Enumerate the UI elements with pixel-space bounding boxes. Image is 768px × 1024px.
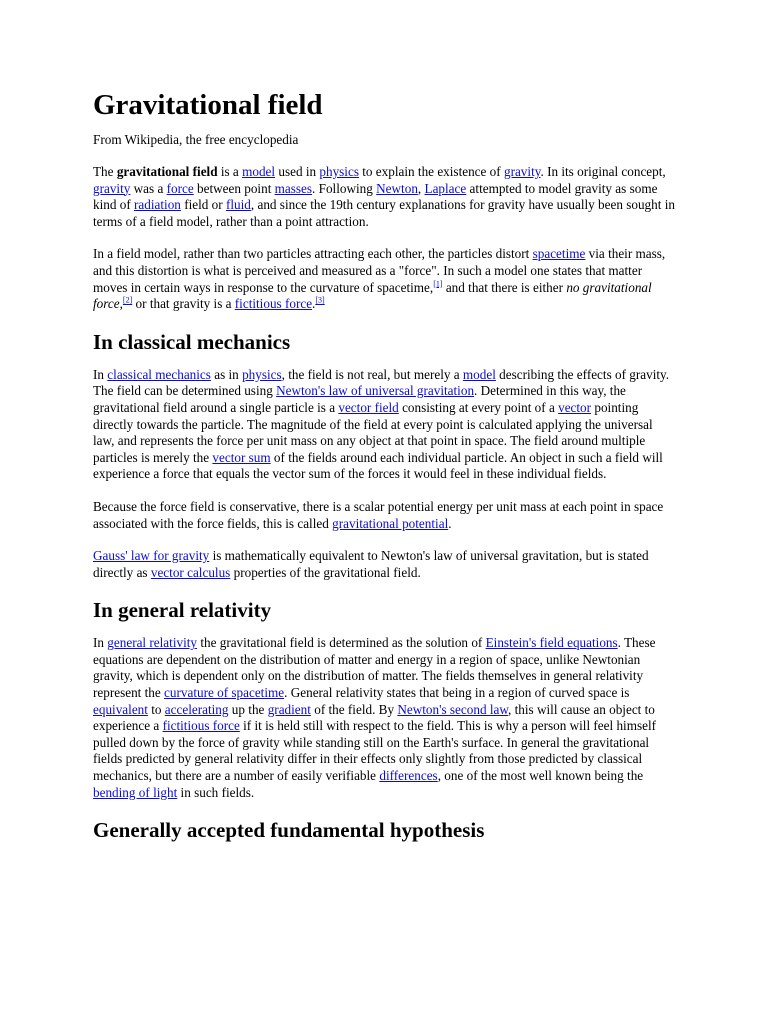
section-heading-general-relativity: In general relativity [93, 598, 272, 623]
tagline: From Wikipedia, the free encyclopedia [93, 132, 299, 147]
link-gravitational-potential[interactable]: gravitational potential [332, 515, 449, 531]
link-vector[interactable]: vector [558, 399, 592, 415]
relativity-paragraph-1: In general relativity the gravitational field is determined as the solution of Einstein's field equations. These equations are dependent on the distribution of matter and energy in a region of space, unlike Newtonian gravity, which is dependent only on the distribution of matter. The fields themselves in general relativity represent the curvature of spacetime. General relativity states that being in a region of curved space is equivalent to accelerating up the gradient of the field. By Newton's second law, this will cause an object to experience a fictitious force if it is held still with respect to the field. This is why a person will feel himself pulled down by the force of gravity while standing still on the Earth's surface. In general the gravitational fields predicted by general relativity differ in their effects only slightly from those predicted by classical mechanics, but there are a number of easily verifiable differences, one of the most well known being the bending of light in such fields. [93, 635, 657, 800]
link-physics[interactable]: physics [242, 366, 282, 382]
link-physics[interactable]: physics [319, 164, 359, 179]
link-gravity[interactable]: gravity [503, 164, 541, 179]
link-force[interactable]: force [166, 180, 194, 196]
classical-paragraph-3: Gauss' law for gravity is mathematically equivalent to Newton's law of universal gravitation, but is stated directly as vector calculus properties of the gravitational field. [93, 548, 649, 580]
link-einsteins-field-equations[interactable]: Einstein's field equations [485, 635, 618, 651]
intro-paragraph-2: In a field model, rather than two particles attracting each other, the particles distort spacetime via their mass, and this distortion is what is perceived and measured as a "force". In such a model one states that matter moves in certain ways in response to the curvature of spacetime,[1] and that there is either no gravitational force,[2] or that gravity is a fictitious force.[3] [93, 246, 666, 312]
link-model[interactable]: model [242, 164, 276, 179]
citation-2[interactable]: [2] [122, 295, 133, 305]
link-newtons-law-of-universal-gravitation[interactable]: Newton's law of universal gravitation [276, 383, 475, 399]
term-gravitational-field: gravitational field [116, 164, 218, 179]
link-spacetime[interactable]: spacetime [532, 246, 586, 262]
section-heading-generally-accepted-fundamental-hypothesis: Generally accepted fundamental hypothesis [93, 818, 485, 843]
link-general-relativity[interactable]: general relativity [107, 635, 198, 651]
link-laplace[interactable]: Laplace [424, 180, 467, 196]
classical-paragraph-1: In classical mechanics as in physics, the field is not real, but merely a model describing the effects of gravity. The field can be determined using Newton's law of universal gravitation. Determined in this way, the gravitational field around a single particle is a vector field consisting at every point of a vector pointing directly towards the particle. The magnitude of the field at every point is calculated applying the universal law, and represents the force per unit mass on any object at that point in space. The field around multiple particles is merely the vector sum of the fields around each individual particle. An object in such a field will experience a force that equals the vector sum of the forces it would feel in these individual fields. [93, 366, 670, 482]
link-newton[interactable]: Newton [376, 180, 418, 196]
link-differences[interactable]: differences [379, 768, 438, 784]
link-newtons-second-law[interactable]: Newton's second law [397, 701, 509, 717]
link-vector-field[interactable]: vector field [338, 399, 399, 415]
link-gradient[interactable]: gradient [267, 701, 311, 717]
link-bending-of-light[interactable]: bending of light [93, 784, 178, 800]
citation-1[interactable]: [1] [433, 279, 443, 289]
article [93, 88, 677, 855]
link-radiation[interactable]: radiation [134, 197, 181, 213]
link-curvature-of-spacetime[interactable]: curvature of spacetime [164, 685, 285, 701]
link-fictitious-force[interactable]: fictitious force [234, 296, 313, 312]
intro-paragraph-1: The gravitational field is a model used in physics to explain the existence of gravity. In its original concept, gravity was a force between point masses. Following Newton, Laplace attempted to model gravity as some kind of radiation field or fluid, and since the 19th century explanations for gravity have usually been sought in terms of a field model, rather than a point attraction. [93, 164, 675, 229]
link-gravity[interactable]: gravity [93, 180, 131, 196]
link-vector-sum[interactable]: vector sum [212, 449, 271, 465]
classical-paragraph-2: Because the force field is conservative, there is a scalar potential energy per unit mass at each point in space associated with the force fields, this is called gravitational potential. [93, 498, 664, 531]
link-fluid[interactable]: fluid [225, 197, 251, 213]
link-fictitious-force[interactable]: fictitious force [162, 718, 240, 734]
link-accelerating[interactable]: accelerating [164, 701, 229, 717]
citation-3[interactable]: [3] [315, 295, 325, 305]
link-gauss-law-for-gravity[interactable]: Gauss' law for gravity [93, 548, 210, 564]
term-no-gravitational-force: no gravitational force [93, 279, 652, 312]
page-title: Gravitational field [93, 89, 323, 121]
link-masses[interactable]: masses [274, 180, 313, 196]
section-heading-classical-mechanics: In classical mechanics [93, 329, 291, 354]
link-model[interactable]: model [462, 366, 496, 382]
link-vector-calculus[interactable]: vector calculus [150, 564, 231, 580]
link-classical-mechanics[interactable]: classical mechanics [107, 366, 211, 382]
link-equivalent[interactable]: equivalent [93, 701, 148, 717]
